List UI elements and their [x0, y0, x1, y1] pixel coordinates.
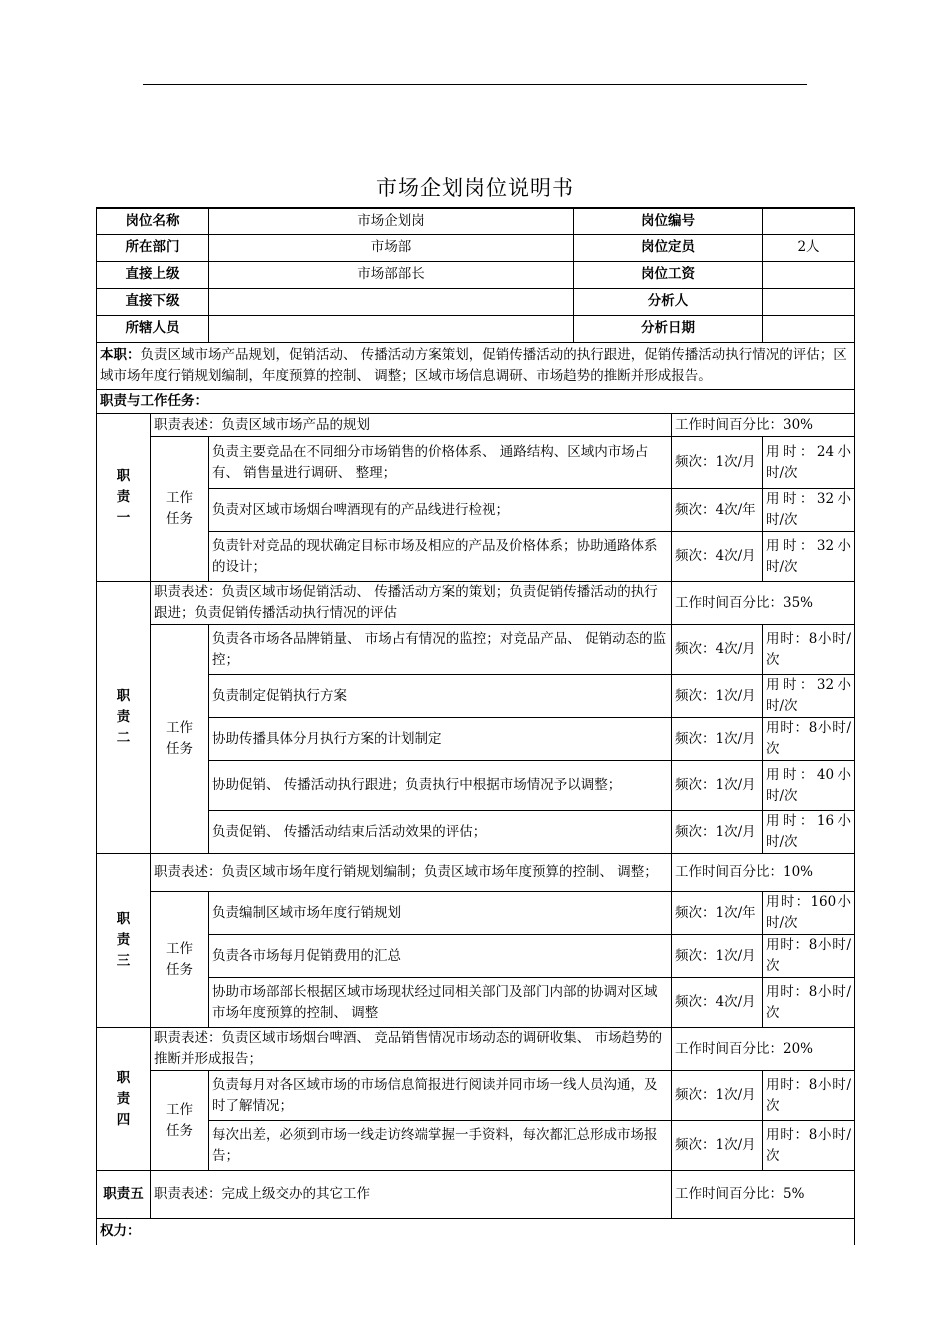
task-row — [97, 532, 855, 582]
power-heading: 权力： — [97, 1219, 855, 1245]
duty-description: 职责表述：负责区域市场促销活动、 传播活动方案的策划；负责促销传播活动的执行跟进；负责促销传播活动执行情况的评估 — [151, 582, 672, 625]
duty-name — [97, 582, 151, 854]
info-label-2: 分析人 — [574, 288, 763, 315]
task-hours: 用时：8小时/次 — [763, 1071, 855, 1121]
task-frequency: 频次：4次/年 — [672, 489, 763, 532]
summary-row — [97, 343, 855, 390]
task-description: 负责促销、 传播活动结束后活动效果的评估； — [209, 811, 672, 854]
duty-name-text: 职责四 — [116, 1069, 131, 1128]
duty-description-row — [97, 854, 855, 892]
info-row — [97, 315, 855, 342]
info-label-2: 岗位定员 — [574, 234, 763, 261]
task-label-text: 工作任务 — [166, 940, 193, 978]
task-row — [97, 675, 855, 718]
task-hours: 用时：8小时/次 — [763, 978, 855, 1028]
info-value-2 — [763, 315, 855, 342]
info-label-2: 分析日期 — [574, 315, 763, 342]
task-frequency: 频次：1次/月 — [672, 1121, 763, 1171]
task-row — [97, 437, 855, 489]
duty-time-percentage: 工作时间百分比：30% — [672, 414, 855, 437]
info-value: 市场部部长 — [209, 261, 574, 288]
duty-description: 职责表述：负责区域市场年度行销规划编制；负责区域市场年度预算的控制、 调整； — [151, 854, 672, 892]
header-rule — [143, 84, 807, 85]
duty-name-text: 职责二 — [116, 688, 131, 746]
task-row — [97, 1121, 855, 1171]
task-hours: 用时：8小时/次 — [763, 625, 855, 675]
duty-description: 职责表述：完成上级交办的其它工作 — [151, 1171, 672, 1219]
task-description: 协助促销、 传播活动执行跟进；负责执行中根据市场情况予以调整； — [209, 761, 672, 811]
task-hours: 用时：8小时/次 — [763, 935, 855, 978]
duty-description-row — [97, 414, 855, 437]
task-description: 负责每月对各区域市场的市场信息简报进行阅读并同市场一线人员沟通，及时了解情况； — [209, 1071, 672, 1121]
task-row — [97, 935, 855, 978]
task-frequency: 频次：1次/月 — [672, 935, 763, 978]
task-description: 负责主要竞品在不同细分市场销售的价格体系、 通路结构、区域内市场占有、 销售量进行调研、 整理； — [209, 437, 672, 489]
task-description: 负责编制区域市场年度行销规划 — [209, 892, 672, 935]
duty-time-percentage: 工作时间百分比：35% — [672, 582, 855, 625]
duty-row — [97, 1171, 855, 1219]
task-row — [97, 892, 855, 935]
task-row — [97, 489, 855, 532]
task-hours: 用时：40小时/次 — [763, 761, 855, 811]
info-row — [97, 234, 855, 261]
info-row — [97, 288, 855, 315]
task-hours: 用时：32小时/次 — [763, 532, 855, 582]
task-row — [97, 718, 855, 761]
info-value-2 — [763, 261, 855, 288]
task-label — [151, 437, 209, 582]
duties-table — [96, 342, 855, 1245]
task-frequency: 频次：1次/月 — [672, 761, 763, 811]
task-description: 每次出差，必须到市场一线走访终端掌握一手资料，每次都汇总形成市场报告； — [209, 1121, 672, 1171]
task-label — [151, 625, 209, 854]
task-row — [97, 811, 855, 854]
task-description: 协助市场部部长根据区域市场现状经过同相关部门及部门内部的协调对区域市场年度预算的控制、 调整 — [209, 978, 672, 1028]
task-row — [97, 625, 855, 675]
info-label: 直接下级 — [97, 288, 209, 315]
task-row — [97, 978, 855, 1028]
task-frequency: 频次：1次/月 — [672, 437, 763, 489]
info-label-2: 岗位工资 — [574, 261, 763, 288]
task-frequency: 频次：1次/月 — [672, 718, 763, 761]
info-value — [209, 288, 574, 315]
task-hours: 用时：160小时/次 — [763, 892, 855, 935]
task-hours: 用时：16小时/次 — [763, 811, 855, 854]
duty-time-percentage: 工作时间百分比：20% — [672, 1028, 855, 1071]
duty-name: 职责五 — [97, 1171, 151, 1219]
power-row — [97, 1219, 855, 1245]
task-row — [97, 761, 855, 811]
duty-description-row — [97, 1028, 855, 1071]
info-label: 直接上级 — [97, 261, 209, 288]
duty-name-text: 职责三 — [116, 911, 131, 969]
task-hours: 用时：8小时/次 — [763, 1121, 855, 1171]
task-row — [97, 1071, 855, 1121]
info-value-2 — [763, 288, 855, 315]
task-description: 协助传播具体分月执行方案的计划制定 — [209, 718, 672, 761]
info-value-2 — [763, 208, 855, 234]
info-label-2: 岗位编号 — [574, 208, 763, 234]
duty-name — [97, 414, 151, 582]
task-description: 负责对区域市场烟台啤酒现有的产品线进行检视； — [209, 489, 672, 532]
task-hours: 用时：32小时/次 — [763, 675, 855, 718]
task-frequency: 频次：1次/月 — [672, 675, 763, 718]
task-hours: 用时：32小时/次 — [763, 489, 855, 532]
info-value — [209, 315, 574, 342]
duty-name-text: 职责一 — [116, 468, 131, 526]
document-title: 市场企划岗位说明书 — [376, 176, 574, 200]
task-label-text: 工作任务 — [166, 720, 193, 757]
info-value-2: 2人 — [763, 234, 855, 261]
task-label — [151, 1071, 209, 1171]
task-hours: 用时：8小时/次 — [763, 718, 855, 761]
duty-description: 职责表述：负责区域市场产品的规划 — [151, 414, 672, 437]
task-description: 负责制定促销执行方案 — [209, 675, 672, 718]
job-description-table — [96, 207, 855, 343]
duty-name — [97, 1028, 151, 1171]
duty-description-row — [97, 582, 855, 625]
task-hours: 用时：24小时/次 — [763, 437, 855, 489]
task-description: 负责针对竞品的现状确定目标市场及相应的产品及价格体系；协助通路体系的设计； — [209, 532, 672, 582]
duty-name — [97, 854, 151, 1028]
task-label-text: 工作任务 — [166, 1101, 193, 1139]
task-label — [151, 892, 209, 1028]
summary-label: 本职： — [100, 347, 141, 363]
info-label: 所辖人员 — [97, 315, 209, 342]
task-frequency: 频次：4次/月 — [672, 625, 763, 675]
task-label-text: 工作任务 — [166, 490, 193, 527]
duty-time-percentage: 工作时间百分比：5% — [672, 1171, 855, 1219]
info-label: 所在部门 — [97, 234, 209, 261]
info-row — [97, 261, 855, 288]
summary-text: 负责区域市场产品规划，促销活动、 传播活动方案策划，促销传播活动的执行跟进，促销传播活动执行情况的评估；区域市场年度行销规划编制，年度预算的控制、 调整；区域市场信息调研、市场趋势的推断并形成报告。 — [100, 347, 847, 384]
duty-description: 职责表述：负责区域市场烟台啤酒、 竞品销售情况市场动态的调研收集、 市场趋势的推断并形成报告； — [151, 1028, 672, 1071]
task-frequency: 频次：4次/月 — [672, 978, 763, 1028]
task-description: 负责各市场每月促销费用的汇总 — [209, 935, 672, 978]
duties-heading-row — [97, 390, 855, 414]
info-value: 市场企划岗 — [209, 208, 574, 234]
task-frequency: 频次：1次/月 — [672, 811, 763, 854]
info-label: 岗位名称 — [97, 208, 209, 234]
task-frequency: 频次：4次/月 — [672, 532, 763, 582]
info-value: 市场部 — [209, 234, 574, 261]
task-frequency: 频次：1次/年 — [672, 892, 763, 935]
task-description: 负责各市场各品牌销量、 市场占有情况的监控；对竞品产品、 促销动态的监控； — [209, 625, 672, 675]
info-row — [97, 208, 855, 234]
duties-heading: 职责与工作任务： — [97, 390, 855, 414]
duty-time-percentage: 工作时间百分比：10% — [672, 854, 855, 892]
task-frequency: 频次：1次/月 — [672, 1071, 763, 1121]
